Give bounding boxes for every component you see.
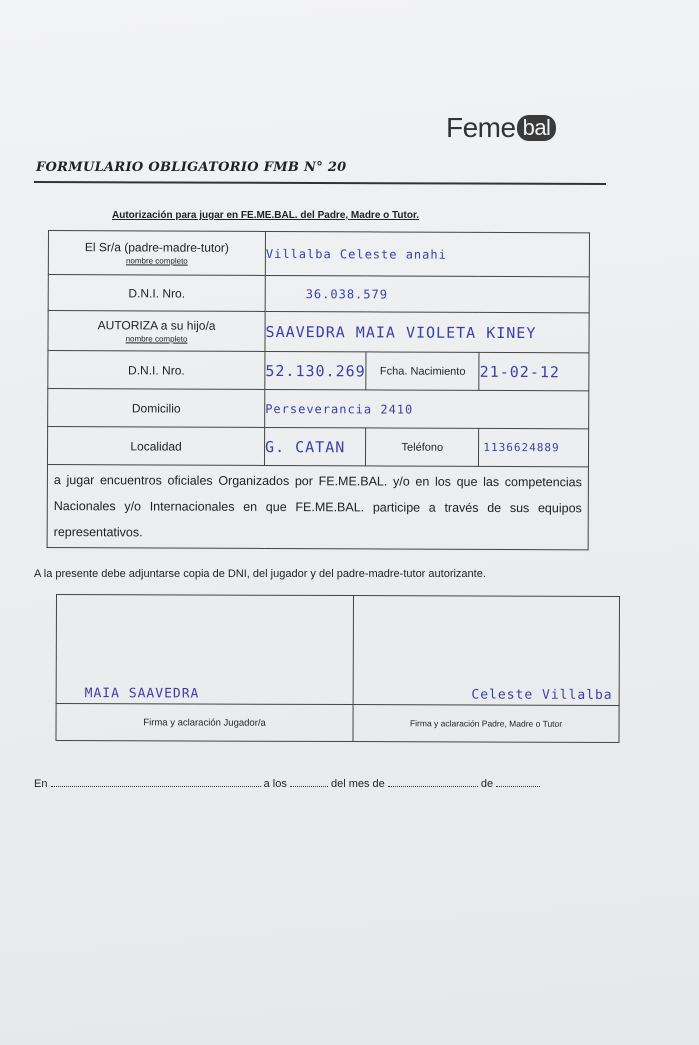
autoriza-label-cell	[48, 311, 265, 352]
domicilio-label: Domicilio	[48, 389, 265, 428]
year-blank[interactable]	[496, 776, 540, 787]
day-blank[interactable]	[290, 776, 328, 787]
signature-table	[55, 594, 620, 743]
telefono-label: Teléfono	[366, 428, 479, 466]
localidad-label: Localidad	[47, 427, 264, 466]
authorization-paragraph: a jugar encuentros oficiales Organizados por FE.ME.BAL. y/o en los que las competencias Nacionales y/o Internacionales en que FE.ME.BAL. participe a través de sus equipos representativos.	[47, 464, 588, 549]
phone-field[interactable]: 1136624889	[479, 428, 589, 466]
birth-date-field[interactable]: 21-02-12	[479, 352, 589, 390]
femebal-logo	[446, 112, 556, 144]
autoriza-sublabel: nombre completo	[125, 334, 188, 344]
footer-del-mes: del mes de	[330, 778, 385, 790]
parent-signature: Celeste Villalba	[471, 687, 613, 703]
footer-en: En	[34, 778, 48, 790]
logo-pill: bal	[517, 115, 557, 141]
tutor-sublabel: nombre completo	[125, 256, 188, 266]
footer-de: de	[480, 778, 494, 790]
child-dni-field[interactable]: 52.130.269	[265, 351, 366, 389]
parent-signature-area[interactable]	[353, 596, 619, 706]
logo-text: Feme	[446, 112, 516, 143]
place-blank[interactable]	[51, 776, 261, 787]
authorization-subtitle: Autorización para jugar en FE.ME.BAL. del Padre, Madre o Tutor.	[112, 210, 420, 221]
dni-label: D.N.I. Nro.	[48, 275, 265, 312]
date-place-line	[34, 776, 594, 790]
birth-label: Fcha. Nacimiento	[366, 352, 479, 390]
address-field[interactable]: Perseverancia 2410	[265, 389, 589, 428]
tutor-label: El Sr/a (padre-madre-tutor)	[84, 240, 229, 255]
autoriza-label: AUTORIZA a su hijo/a	[97, 318, 216, 333]
dni2-label: D.N.I. Nro.	[48, 351, 265, 390]
city-field[interactable]: G. CATAN	[264, 427, 365, 465]
player-signature-area[interactable]	[56, 595, 353, 705]
player-signature-label: Firma y aclaración Jugador/a	[56, 704, 353, 742]
tutor-label-cell	[48, 231, 265, 276]
authorization-table	[47, 230, 590, 550]
player-signature: MAIA SAAVEDRA	[84, 686, 200, 702]
attachment-note: A la presente debe adjuntarse copia de DNI, del jugador y del padre-madre-tutor autorizante.	[34, 568, 486, 580]
month-blank[interactable]	[388, 776, 478, 787]
form-title: FORMULARIO OBLIGATORIO FMB N° 20	[36, 160, 347, 175]
tutor-name-field[interactable]: Villalba Celeste anahi	[265, 231, 589, 276]
parent-signature-label: Firma y aclaración Padre, Madre o Tutor	[353, 705, 619, 743]
tutor-dni-field[interactable]: 36.038.579	[265, 275, 589, 312]
child-name-field[interactable]: SAAVEDRA MAIA VIOLETA KINEY	[265, 311, 589, 352]
footer-a-los: a los	[263, 778, 287, 790]
title-rule	[34, 181, 606, 185]
